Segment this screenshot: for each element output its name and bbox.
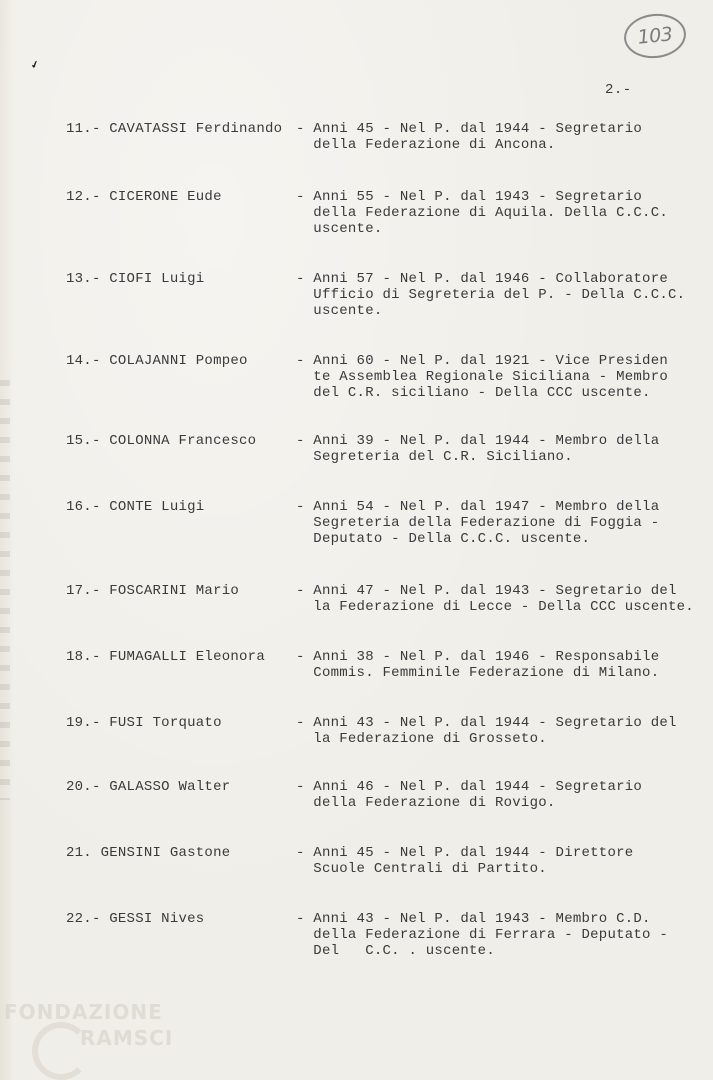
entry-line: - Anni 54 - Nel P. dal 1947 - Membro della — [296, 499, 660, 515]
entry-name: 15.- COLONNA Francesco — [66, 433, 257, 449]
entry-name: 22.- GESSI Nives — [66, 911, 205, 927]
entry-name: 13.- CIOFI Luigi — [66, 271, 205, 287]
entry-line: - Anni 47 - Nel P. dal 1943 - Segretario del — [296, 583, 677, 599]
watermark-line2: RAMSCI — [80, 1026, 174, 1050]
entry-description — [296, 499, 696, 547]
entry-name: 18.- FUMAGALLI Eleonora — [66, 649, 265, 665]
entry-description — [296, 433, 696, 465]
entry-line: - Anni 57 - Nel P. dal 1946 - Collaboratore — [296, 271, 669, 287]
entry-line: - Anni 45 - Nel P. dal 1944 - Direttore — [296, 845, 634, 861]
entry-line: della Federazione di Aquila. Della C.C.C. — [296, 205, 669, 221]
entry-line: uscente. — [296, 303, 383, 319]
entry-line: - Anni 38 - Nel P. dal 1946 - Responsabile — [296, 649, 660, 665]
entry-line: - Anni 60 - Nel P. dal 1921 - Vice Presiden — [296, 353, 669, 369]
entry-line: - Anni 45 - Nel P. dal 1944 - Segretario — [296, 121, 643, 137]
entry-line: - Anni 43 - Nel P. dal 1943 - Membro C.D. — [296, 911, 651, 927]
entry-line: Deputato - Della C.C.C. uscente. — [296, 531, 591, 547]
entry-name: 20.- GALASSO Walter — [66, 779, 231, 795]
entry-line: te Assemblea Regionale Siciliana - Membro — [296, 369, 669, 385]
entry-description — [296, 911, 696, 959]
entry-name: 17.- FOSCARINI Mario — [66, 583, 240, 599]
entry-description — [296, 583, 696, 615]
entry-line: la Federazione di Lecce - Della CCC uscente. — [296, 599, 694, 615]
entry-line: Scuole Centrali di Partito. — [296, 861, 547, 877]
stamp-number: 103 — [636, 23, 674, 49]
entry-description — [296, 715, 696, 747]
entry-line: della Federazione di Ferrara - Deputato - — [296, 927, 669, 943]
entry-line: della Federazione di Rovigo. — [296, 795, 556, 811]
entry-description — [296, 121, 696, 153]
entry-line: - Anni 39 - Nel P. dal 1944 - Membro della — [296, 433, 660, 449]
check-mark-icon: ✔ — [29, 58, 42, 73]
watermark-line1: FONDAZIONE — [4, 1000, 163, 1024]
entry-line: Segreteria del C.R. Siciliano. — [296, 449, 573, 465]
entry-description — [296, 271, 696, 319]
entry-line: Segreteria della Federazione di Foggia - — [296, 515, 660, 531]
entry-name: 21. GENSINI Gastone — [66, 845, 231, 861]
page-number: 2.- — [605, 82, 632, 98]
entry-line: - Anni 43 - Nel P. dal 1944 - Segretario del — [296, 715, 677, 731]
entry-description — [296, 845, 696, 877]
entry-description — [296, 353, 696, 401]
entry-line: - Anni 55 - Nel P. dal 1943 - Segretario — [296, 189, 643, 205]
entry-line: Ufficio di Segreteria del P. - Della C.C.C. — [296, 287, 686, 303]
entry-line: uscente. — [296, 221, 383, 237]
entry-description — [296, 189, 696, 237]
entry-name: 14.- COLAJANNI Pompeo — [66, 353, 248, 369]
entry-name: 12.- CICERONE Eude — [66, 189, 222, 205]
entry-line: del C.R. siciliano - Della CCC uscente. — [296, 385, 651, 401]
entry-line: Commis. Femminile Federazione di Milano. — [296, 665, 660, 681]
entry-description — [296, 779, 696, 811]
entry-name: 19.- FUSI Torquato — [66, 715, 222, 731]
entry-name: 11.- CAVATASSI Ferdinando — [66, 121, 283, 137]
binding-shadow — [0, 380, 10, 800]
page-stamp — [622, 11, 688, 61]
watermark-logo — [4, 1000, 184, 1070]
entry-name: 16.- CONTE Luigi — [66, 499, 205, 515]
entry-line: la Federazione di Grosseto. — [296, 731, 547, 747]
entry-line: Del C.C. . uscente. — [296, 943, 495, 959]
entry-line: della Federazione di Ancona. — [296, 137, 556, 153]
entry-line: - Anni 46 - Nel P. dal 1944 - Segretario — [296, 779, 643, 795]
entry-description — [296, 649, 696, 681]
